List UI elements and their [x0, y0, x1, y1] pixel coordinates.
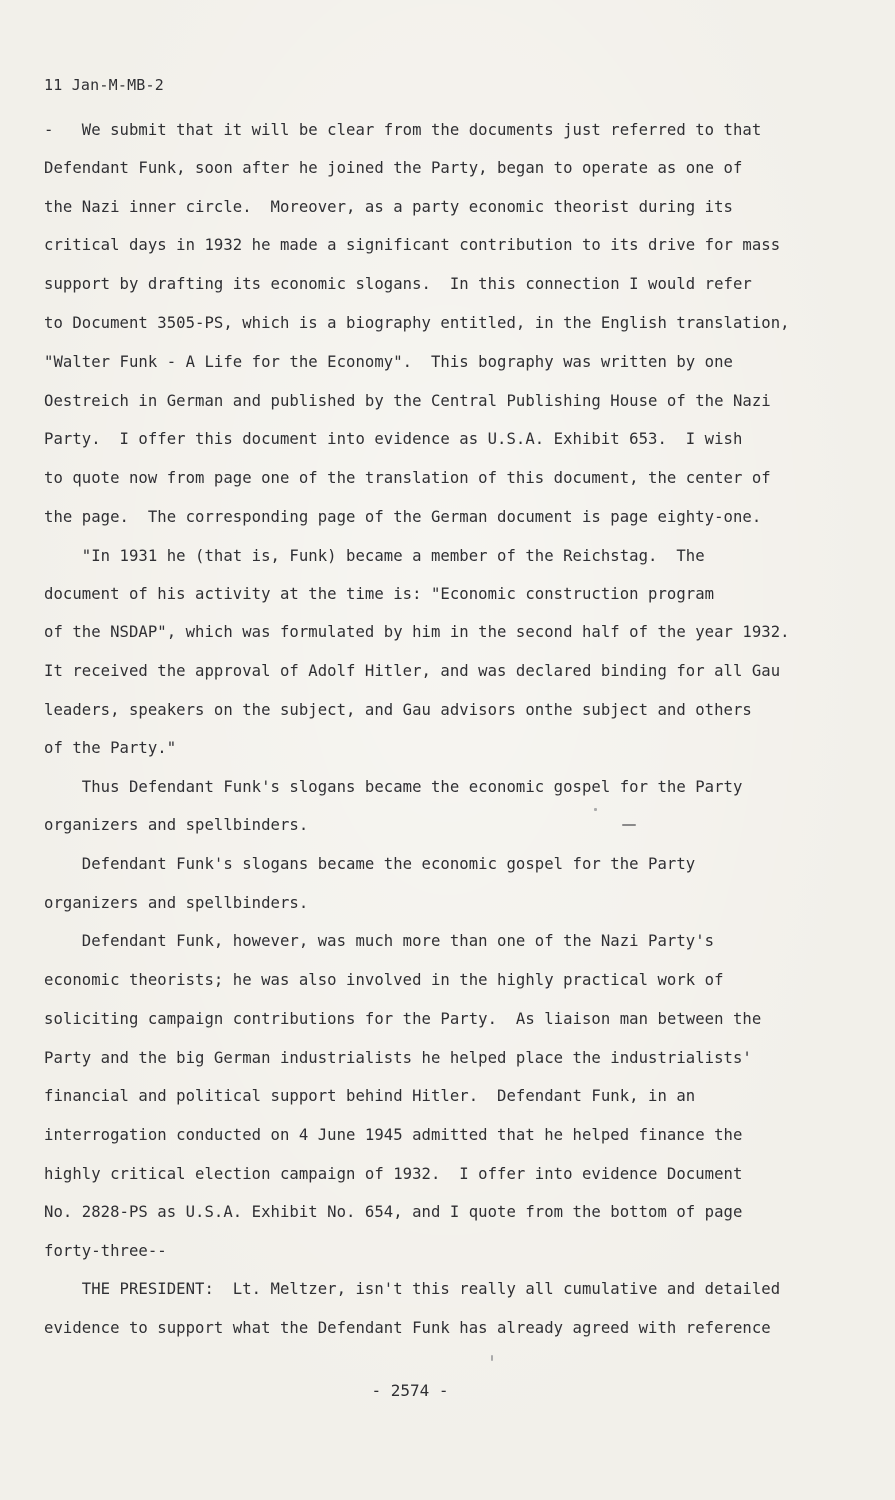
scan-speck	[594, 808, 597, 811]
text-line: to quote now from page one of the translation of this document, the center of	[44, 469, 771, 487]
text-line: forty-three--	[44, 1242, 167, 1260]
text-line: support by drafting its economic slogans. In this connection I would refer	[44, 275, 752, 293]
text-line: Party and the big German industrialists he helped place the industrialists'	[44, 1049, 752, 1067]
text-line: to Document 3505-PS, which is a biography entitled, in the English translation,	[44, 314, 790, 332]
text-line: critical days in 1932 he made a significant contribution to its drive for mass	[44, 236, 781, 254]
text-line: "Walter Funk - A Life for the Economy". This bography was written by one	[44, 353, 733, 371]
text-line: - We submit that it will be clear from the documents just referred to that	[44, 121, 762, 139]
text-line: organizers and spellbinders.	[44, 816, 309, 834]
text-line: leaders, speakers on the subject, and Gau advisors onthe subject and others	[44, 701, 752, 719]
text-line: of the Party."	[44, 739, 177, 757]
text-line: economic theorists; he was also involved in the highly practical work of	[44, 971, 724, 989]
text-line: Defendant Funk, soon after he joined the Party, began to operate as one of	[44, 159, 743, 177]
text-line: Oestreich in German and published by the Central Publishing House of the Nazi	[44, 392, 771, 410]
scan-speck	[491, 1355, 493, 1361]
text-line: It received the approval of Adolf Hitler, and was declared binding for all Gau	[44, 662, 781, 680]
text-line: interrogation conducted on 4 June 1945 admitted that he helped finance the	[44, 1126, 743, 1144]
text-line: the Nazi inner circle. Moreover, as a party economic theorist during its	[44, 198, 733, 216]
text-line: highly critical election campaign of 1932. I offer into evidence Document	[44, 1165, 743, 1183]
text-line: THE PRESIDENT: Lt. Meltzer, isn't this really all cumulative and detailed	[44, 1280, 781, 1298]
text-line: document of his activity at the time is: "Economic construction program	[44, 585, 715, 603]
scan-speck	[622, 824, 636, 826]
text-line: No. 2828-PS as U.S.A. Exhibit No. 654, and I quote from the bottom of page	[44, 1203, 743, 1221]
text-line: soliciting campaign contributions for the Party. As liaison man between the	[44, 1010, 762, 1028]
text-line: "In 1931 he (that is, Funk) became a member of the Reichstag. The	[44, 547, 705, 565]
document-header: 11 Jan-M-MB-2	[44, 76, 164, 94]
page-number: - 2574 -	[371, 1381, 449, 1400]
text-line: evidence to support what the Defendant Funk has already agreed with reference	[44, 1319, 771, 1337]
text-line: the page. The corresponding page of the German document is page eighty-one.	[44, 508, 762, 526]
text-line: Defendant Funk's slogans became the economic gospel for the Party	[44, 855, 696, 873]
text-line: Defendant Funk, however, was much more than one of the Nazi Party's	[44, 932, 715, 950]
text-line: organizers and spellbinders.	[44, 894, 309, 912]
text-line: financial and political support behind Hitler. Defendant Funk, in an	[44, 1087, 696, 1105]
text-line: Party. I offer this document into evidence as U.S.A. Exhibit 653. I wish	[44, 430, 743, 448]
text-line: Thus Defendant Funk's slogans became the economic gospel for the Party	[44, 778, 743, 796]
text-line: of the NSDAP", which was formulated by him in the second half of the year 1932.	[44, 623, 790, 641]
